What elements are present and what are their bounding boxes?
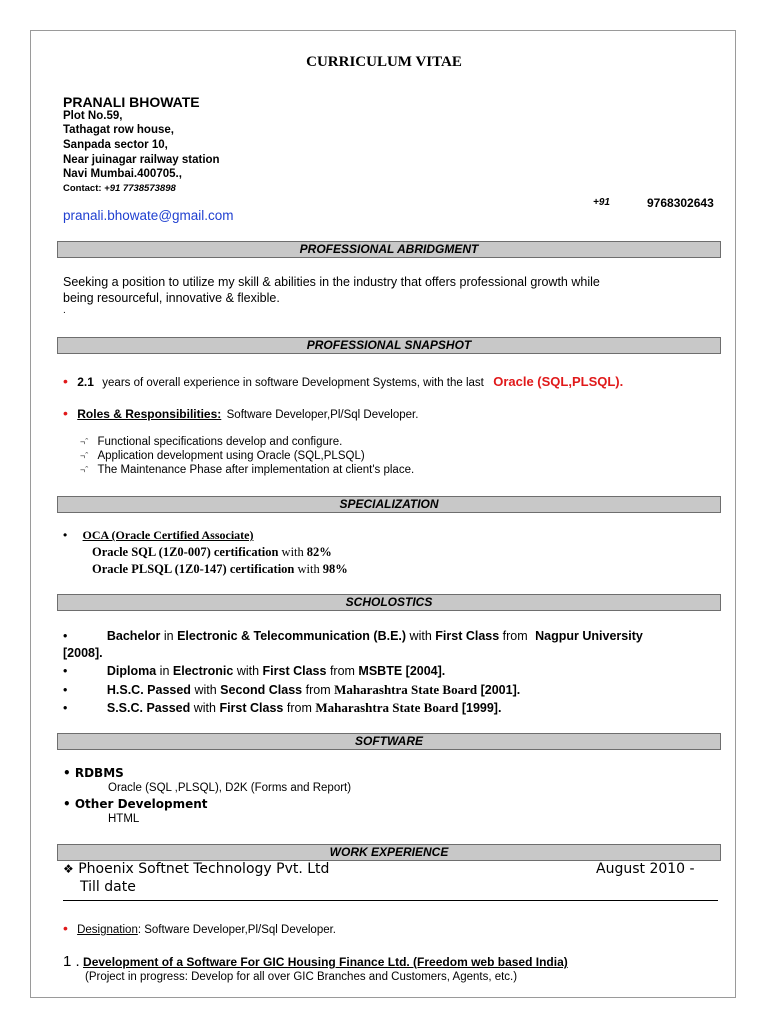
roles-label: Roles & Responsibilities: bbox=[77, 407, 222, 421]
experience-item bbox=[63, 373, 623, 389]
education-year: [1999]. bbox=[461, 701, 502, 715]
bullet-icon: • bbox=[63, 528, 68, 542]
education-field: Electronic bbox=[172, 664, 234, 678]
alt-phone-prefix: +91 bbox=[593, 197, 610, 208]
contact-line bbox=[63, 183, 176, 194]
address-line: Sanpada sector 10, bbox=[63, 139, 168, 151]
responsibility-item bbox=[80, 450, 365, 462]
education-in: in bbox=[163, 629, 174, 643]
section-header-abridgment: PROFESSIONAL ABRIDGMENT bbox=[57, 241, 721, 258]
checkmark-icon: ¬ˆ bbox=[80, 451, 89, 461]
education-institution: Nagpur University bbox=[535, 629, 643, 643]
contact-phone: +91 7738573898 bbox=[104, 183, 176, 194]
education-item bbox=[63, 700, 501, 716]
education-from: from bbox=[305, 683, 331, 697]
bullet-icon: • bbox=[63, 920, 68, 936]
education-institution: Maharashtra State Board bbox=[315, 700, 459, 715]
checkmark-icon: ¬ˆ bbox=[80, 465, 89, 475]
diamond-bullet-icon: ❖ bbox=[63, 862, 74, 876]
responsibility-text: The Maintenance Phase after implementation at client's place. bbox=[97, 464, 415, 476]
software-category bbox=[63, 766, 124, 780]
education-from: from bbox=[502, 629, 528, 643]
certification-score: 98% bbox=[322, 562, 348, 576]
section-header-specialization: SPECIALIZATION bbox=[57, 496, 721, 513]
bullet-icon: • bbox=[63, 683, 68, 697]
education-degree: Diploma bbox=[106, 664, 157, 678]
section-header-software: SOFTWARE bbox=[57, 733, 721, 750]
experience-text: years of overall experience in software Development Systems, with the last bbox=[102, 377, 484, 389]
address-line: Tathagat row house, bbox=[63, 124, 174, 136]
education-institution: MSBTE bbox=[358, 664, 403, 678]
education-with: with bbox=[194, 683, 217, 697]
education-year: [2008]. bbox=[63, 646, 103, 660]
education-in: in bbox=[159, 664, 170, 678]
bullet-icon: • bbox=[63, 664, 68, 678]
software-category-value: Oracle (SQL ,PLSQL), D2K (Forms and Report) bbox=[108, 782, 352, 794]
section-header-work: WORK EXPERIENCE bbox=[57, 844, 721, 861]
bullet-icon: • bbox=[63, 629, 68, 643]
certification-with: with bbox=[281, 545, 304, 559]
education-with: with bbox=[236, 664, 260, 678]
objective-dot: . bbox=[63, 305, 66, 316]
education-field: Electronic & Telecommunication (B.E.) bbox=[177, 629, 407, 643]
responsibility-item bbox=[80, 464, 414, 476]
alt-phone-number: 9768302643 bbox=[647, 196, 714, 210]
certification-name: Oracle SQL (1Z0-007) certification bbox=[92, 545, 279, 559]
contact-label: Contact: bbox=[63, 183, 102, 194]
employer-name: Phoenix Softnet Technology Pvt. Ltd bbox=[78, 861, 330, 877]
designation-value: : Software Developer,Pl/Sql Developer. bbox=[137, 924, 337, 936]
software-category bbox=[63, 797, 208, 811]
education-year: [2004]. bbox=[405, 664, 446, 678]
bullet-icon: • bbox=[63, 766, 71, 780]
software-category-value: HTML bbox=[108, 813, 140, 825]
address-line: Plot No.59, bbox=[63, 110, 123, 122]
education-year: [2001]. bbox=[480, 683, 521, 697]
email-link[interactable]: pranali.bhowate@gmail.com bbox=[63, 208, 234, 223]
bullet-icon: • bbox=[63, 701, 68, 715]
education-grade: First Class bbox=[435, 629, 500, 643]
education-from: from bbox=[329, 664, 355, 678]
certification-score: 82% bbox=[306, 545, 332, 559]
objective-line: Seeking a position to utilize my skill & abilities in the industry that offers professional growth while bbox=[63, 275, 600, 289]
bullet-icon: • bbox=[63, 405, 68, 421]
education-with: with bbox=[409, 629, 432, 643]
project-note: (Project in progress: Develop for all over GIC Branches and Customers, Agents, etc.) bbox=[85, 971, 518, 983]
education-degree: Bachelor bbox=[106, 629, 161, 643]
employer-line bbox=[63, 861, 329, 877]
project-title-line bbox=[63, 953, 568, 970]
certification-name: Oracle PLSQL (1Z0-147) certification bbox=[92, 562, 295, 576]
education-with: with bbox=[193, 701, 216, 715]
software-category-label: Other Development bbox=[74, 797, 208, 811]
employment-period-end: Till date bbox=[80, 879, 136, 895]
education-grade: First Class bbox=[219, 701, 284, 715]
project-title: Development of a Software For GIC Housing Finance Ltd. (Freedom web based India) bbox=[83, 955, 568, 969]
employment-period-start: August 2010 - bbox=[596, 861, 695, 877]
responsibility-text: Functional specifications develop and configure. bbox=[97, 436, 343, 448]
education-institution: Maharashtra State Board bbox=[334, 682, 478, 697]
address-line: Near juinagar railway station bbox=[63, 154, 220, 166]
roles-item bbox=[63, 405, 418, 421]
address-line: Navi Mumbai.400705., bbox=[63, 168, 182, 180]
bullet-icon: • bbox=[63, 797, 71, 811]
responsibility-text: Application development using Oracle (SQL,PLSQL) bbox=[97, 450, 365, 462]
candidate-name: PRANALI BHOWATE bbox=[63, 94, 200, 110]
section-header-scholostics: SCHOLOSTICS bbox=[57, 594, 721, 611]
document-title: CURRICULUM VITAE bbox=[306, 54, 462, 70]
education-degree: S.S.C. Passed bbox=[106, 701, 191, 715]
roles-value: Software Developer,Pl/Sql Developer. bbox=[226, 409, 419, 421]
education-degree: H.S.C. Passed bbox=[106, 683, 191, 697]
section-header-snapshot: PROFESSIONAL SNAPSHOT bbox=[57, 337, 721, 354]
certification-with: with bbox=[297, 562, 320, 576]
education-item bbox=[63, 664, 445, 678]
education-item bbox=[63, 629, 643, 643]
project-number: 1 . bbox=[63, 953, 80, 970]
experience-tech: Oracle (SQL,PLSQL). bbox=[493, 374, 624, 389]
bullet-icon: • bbox=[63, 373, 68, 389]
certification-heading bbox=[63, 528, 254, 543]
certification-title: OCA (Oracle Certified Associate) bbox=[82, 528, 254, 542]
experience-years: 2.1 bbox=[77, 375, 94, 389]
software-category-label: RDBMS bbox=[74, 766, 124, 780]
education-from: from bbox=[286, 701, 312, 715]
education-item bbox=[63, 682, 520, 698]
designation-line bbox=[63, 920, 336, 936]
certification-line bbox=[92, 545, 332, 560]
checkmark-icon: ¬ˆ bbox=[80, 437, 89, 447]
designation-label: Designation bbox=[77, 924, 138, 936]
education-grade: Second Class bbox=[220, 683, 303, 697]
responsibility-item bbox=[80, 436, 342, 448]
education-grade: First Class bbox=[262, 664, 327, 678]
objective-line: being resourceful, innovative & flexible. bbox=[63, 291, 280, 305]
divider bbox=[63, 900, 718, 901]
certification-line bbox=[92, 562, 348, 577]
